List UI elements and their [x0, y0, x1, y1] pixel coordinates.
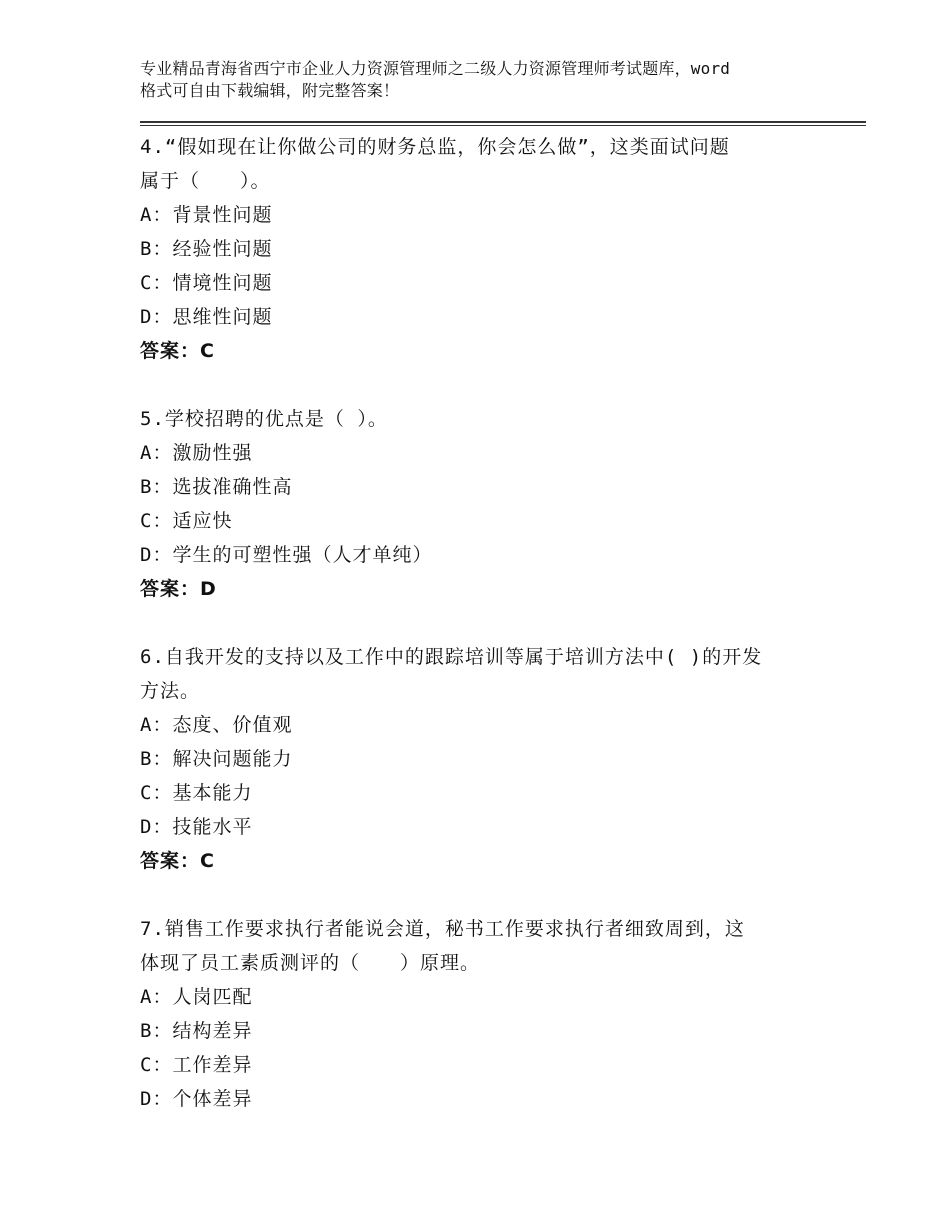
option-d: D：个体差异: [140, 1088, 253, 1110]
header-rule-thick: [140, 121, 866, 123]
question-stem-line: 5.学校招聘的优点是（ ）。: [140, 408, 388, 430]
question-4: [140, 130, 840, 368]
option-d: D：学生的可塑性强（人才单纯）: [140, 544, 433, 566]
option-b: B：经验性问题: [140, 238, 273, 260]
header-line-2: 格式可自由下载编辑，附完整答案！: [140, 81, 400, 100]
question-6: [140, 640, 840, 878]
header-line-1: 专业精品青海省西宁市企业人力资源管理师之二级人力资源管理师考试题库，word: [140, 59, 731, 78]
option-a: A：态度、价值观: [140, 714, 293, 736]
option-c: C：适应快: [140, 510, 233, 532]
question-7: [140, 912, 840, 1116]
question-list: [140, 130, 840, 1150]
option-c: C：工作差异: [140, 1054, 253, 1076]
question-5: [140, 402, 840, 606]
question-stem-line: 7.销售工作要求执行者能说会道，秘书工作要求执行者细致周到，这: [140, 918, 745, 940]
option-b: B：结构差异: [140, 1020, 253, 1042]
option-d: D：思维性问题: [140, 306, 273, 328]
option-c: C：情境性问题: [140, 272, 273, 294]
answer: 答案：C: [140, 340, 215, 362]
document-header: [140, 58, 840, 102]
option-c: C：基本能力: [140, 782, 253, 804]
question-stem-line: 体现了员工素质测评的（ ）原理。: [140, 952, 481, 974]
question-stem-line: 4.“假如现在让你做公司的财务总监，你会怎么做”，这类面试问题: [140, 136, 730, 158]
option-a: A：人岗匹配: [140, 986, 253, 1008]
question-stem-line: 6.自我开发的支持以及工作中的跟踪培训等属于培训方法中( )的开发: [140, 646, 763, 668]
option-a: A：激励性强: [140, 442, 253, 464]
answer: 答案：C: [140, 850, 215, 872]
option-d: D：技能水平: [140, 816, 253, 838]
question-stem-line: 方法。: [140, 680, 201, 702]
option-b: B：选拔准确性高: [140, 476, 293, 498]
option-a: A：背景性问题: [140, 204, 273, 226]
option-b: B：解决问题能力: [140, 748, 293, 770]
answer: 答案：D: [140, 578, 217, 600]
header-rule-thin: [140, 125, 866, 126]
question-stem-line: 属于（ ）。: [140, 170, 271, 192]
